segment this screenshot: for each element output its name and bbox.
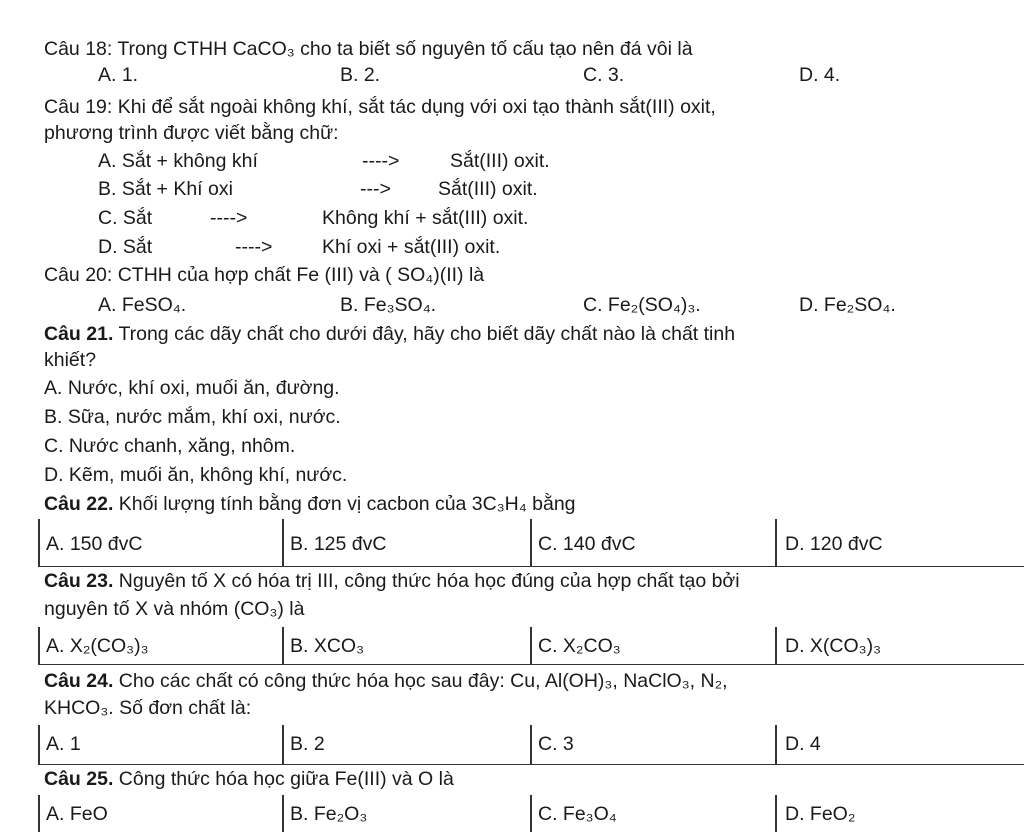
q25-options-row <box>38 795 1024 832</box>
q24-options-row <box>38 725 1024 765</box>
q19-option-a-right: Sắt(III) oxit. <box>450 150 550 172</box>
q25-option-a: A. FeO <box>46 803 108 825</box>
q24-option-c: C. 3 <box>538 733 574 755</box>
q24-option-d: D. 4 <box>785 733 821 755</box>
q18-option-c: C. 3. <box>583 64 625 86</box>
q18-option-d: D. 4. <box>799 64 841 86</box>
q23-stem-line1 <box>44 568 740 594</box>
q25-option-b: B. Fe₂O₃ <box>290 803 368 825</box>
q24-option-a: A. 1 <box>46 733 81 755</box>
q19-stem-line2: phương trình được viết bằng chữ: <box>44 122 339 144</box>
q19-option-d-arrow: ----> <box>235 236 273 258</box>
q25-label: Câu 25. <box>44 768 114 790</box>
q23-options-row <box>38 627 1024 665</box>
q23-option-b: B. XCO₃ <box>290 635 365 657</box>
q18-stem: Câu 18: Trong CTHH CaCO₃ cho ta biết số nguyên tố cấu tạo nên đá vôi là <box>44 38 693 60</box>
q22-option-d: D. 120 đvC <box>785 533 883 555</box>
q23-stem-text: Nguyên tố X có hóa trị III, công thức hóa học đúng của hợp chất tạo bởi <box>113 570 740 592</box>
q20-option-d: D. Fe₂SO₄. <box>799 294 896 316</box>
q19-option-b-left: B. Sắt + Khí oxi <box>98 178 233 200</box>
q21-label: Câu 21. <box>44 323 114 345</box>
q19-option-c-arrow: ----> <box>210 207 248 229</box>
q23-option-a: A. X₂(CO₃)₃ <box>46 635 149 657</box>
q24-stem-text: Cho các chất có công thức hóa học sau đây: Cu, Al(OH)₃, NaClO₃, N₂, <box>113 670 728 692</box>
q24-option-b: B. 2 <box>290 733 325 755</box>
q23-option-d: D. X(CO₃)₃ <box>785 635 882 657</box>
q19-option-c-left: C. Sắt <box>98 207 153 229</box>
q21-stem-text: Trong các dãy chất cho dưới đây, hãy cho biết dãy chất nào là chất tinh <box>113 323 736 345</box>
q22-label: Câu 22. <box>44 493 114 515</box>
q22-stem-text: Khối lượng tính bằng đơn vị cacbon của 3C₃H₄ bằng <box>113 493 576 515</box>
q23-stem-line2: nguyên tố X và nhóm (CO₃) là <box>44 598 305 620</box>
q20-option-a: A. FeSO₄. <box>98 294 187 316</box>
q21-stem-line2: khiết? <box>44 349 97 371</box>
q20-option-c: C. Fe₂(SO₄)₃. <box>583 294 701 316</box>
q24-label: Câu 24. <box>44 670 114 692</box>
q19-option-d-right: Khí oxi + sắt(III) oxit. <box>322 236 501 258</box>
q22-options-row <box>38 519 1024 567</box>
q24-stem-line1 <box>44 668 728 694</box>
q24-stem-line2: KHCO₃. Số đơn chất là: <box>44 697 252 719</box>
q18-option-a: A. 1. <box>98 64 139 86</box>
q25-option-d: D. FeO₂ <box>785 803 856 825</box>
q21-option-d: D. Kẽm, muối ăn, không khí, nước. <box>44 464 348 486</box>
q20-stem: Câu 20: CTHH của hợp chất Fe (III) và ( SO₄)(II) là <box>44 264 485 286</box>
q21-stem-line1 <box>44 321 735 347</box>
q22-stem <box>44 491 576 517</box>
q21-option-b: B. Sữa, nước mắm, khí oxi, nước. <box>44 406 341 428</box>
q18-option-b: B. 2. <box>340 64 381 86</box>
q22-option-c: C. 140 đvC <box>538 533 636 555</box>
q19-stem-line1: Câu 19: Khi để sắt ngoài không khí, sắt tác dụng với oxi tạo thành sắt(III) oxit, <box>44 96 716 118</box>
q22-option-b: B. 125 đvC <box>290 533 387 555</box>
q19-option-a-left: A. Sắt + không khí <box>98 150 258 172</box>
q19-option-b-right: Sắt(III) oxit. <box>438 178 538 200</box>
q21-option-a: A. Nước, khí oxi, muối ăn, đường. <box>44 377 340 399</box>
q20-option-b: B. Fe₃SO₄. <box>340 294 437 316</box>
q25-stem-text: Công thức hóa học giữa Fe(III) và O là <box>113 768 454 790</box>
q19-option-c-right: Không khí + sắt(III) oxit. <box>322 207 529 229</box>
q19-option-b-arrow: ---> <box>360 178 391 200</box>
q22-option-a: A. 150 đvC <box>46 533 143 555</box>
q23-option-c: C. X₂CO₃ <box>538 635 621 657</box>
q19-option-d-left: D. Sắt <box>98 236 153 258</box>
q25-option-c: C. Fe₃O₄ <box>538 803 617 825</box>
q23-label: Câu 23. <box>44 570 114 592</box>
q21-option-c: C. Nước chanh, xăng, nhôm. <box>44 435 296 457</box>
q19-option-a-arrow: ----> <box>362 150 400 172</box>
q25-stem <box>44 766 454 792</box>
